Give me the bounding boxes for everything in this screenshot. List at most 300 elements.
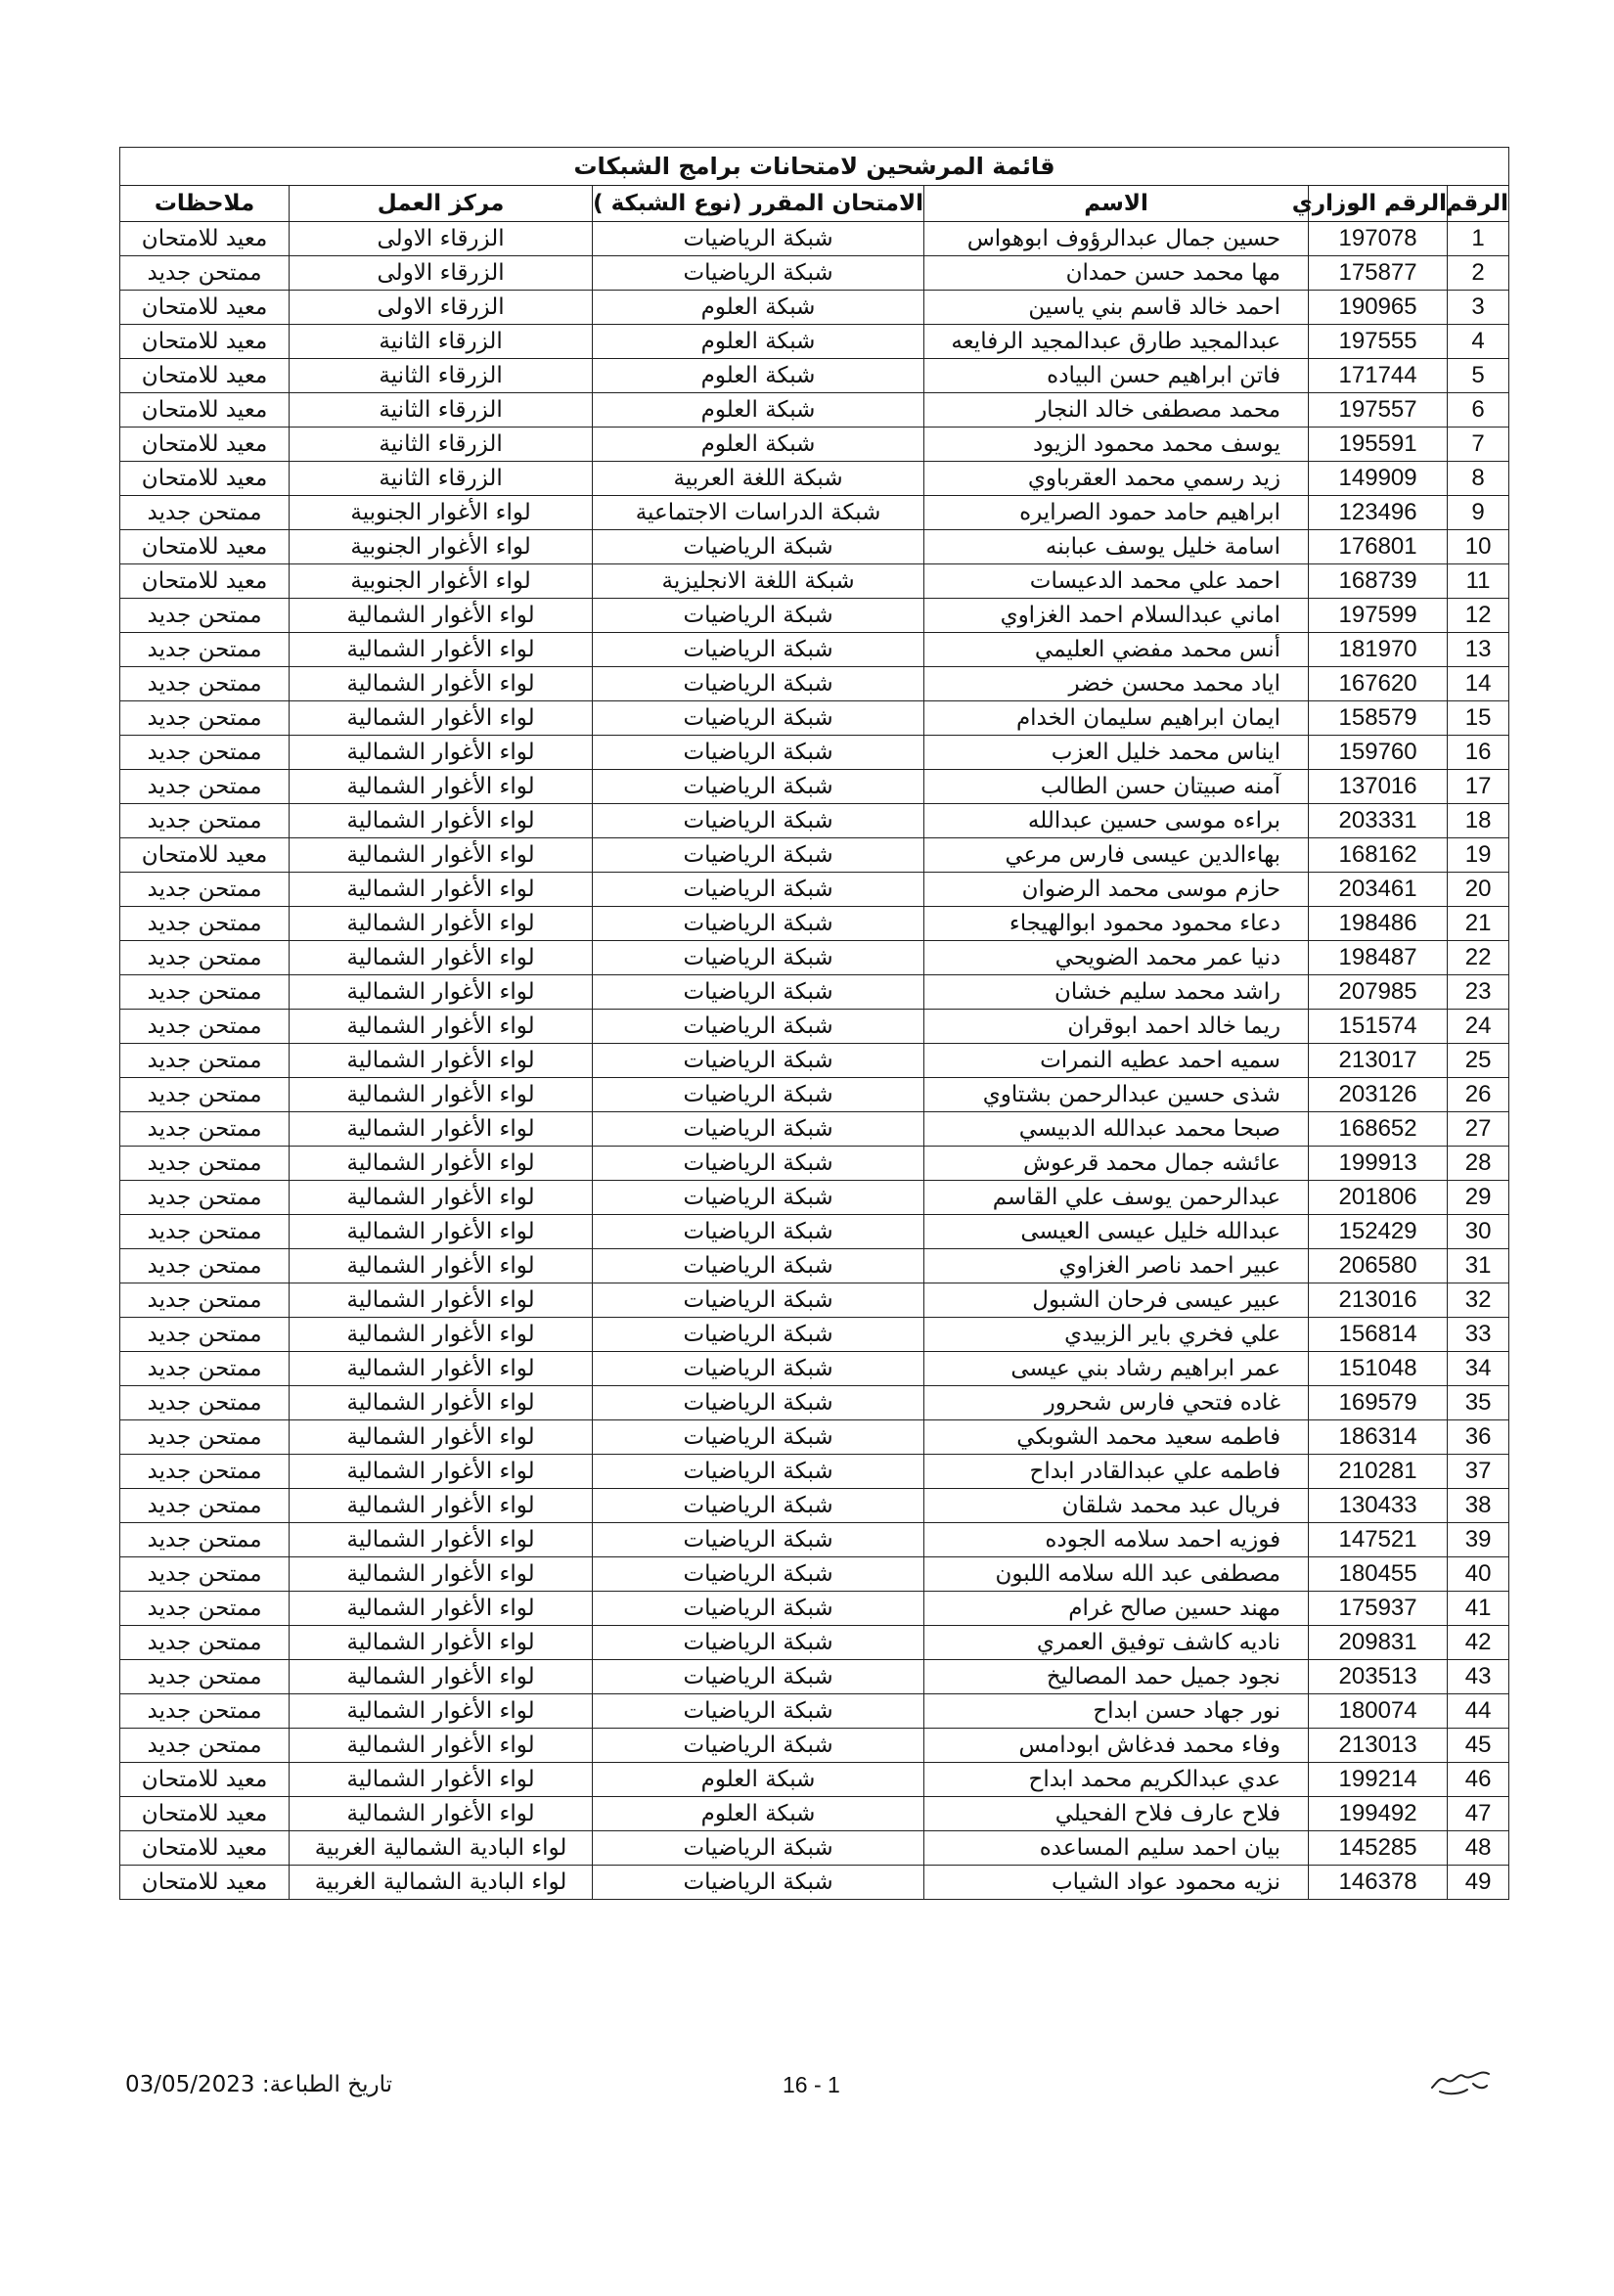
table-row (120, 1010, 1509, 1044)
notes: ممتحن جديد (120, 975, 290, 1010)
workplace: لواء الأغوار الشمالية (290, 838, 593, 873)
table-row (120, 1249, 1509, 1283)
ministry-id: 197555 (1309, 325, 1448, 359)
workplace: لواء الأغوار الشمالية (290, 599, 593, 633)
candidate-name: فوزيه احمد سلامه الجوده (924, 1523, 1309, 1557)
assigned-exam: شبكة الرياضيات (593, 770, 924, 804)
row-index: 26 (1448, 1078, 1509, 1112)
assigned-exam: شبكة الرياضيات (593, 804, 924, 838)
ministry-id: 197078 (1309, 222, 1448, 256)
table-row (120, 496, 1509, 530)
notes: ممتحن جديد (120, 1283, 290, 1318)
candidate-name: آمنه صبيتان حسن الطالب (924, 770, 1309, 804)
candidate-name: اماني عبدالسلام احمد الغزاوي (924, 599, 1309, 633)
candidate-name: ريما خالد احمد ابوقران (924, 1010, 1309, 1044)
ministry-id: 207985 (1309, 975, 1448, 1010)
notes: ممتحن جديد (120, 1147, 290, 1181)
row-index: 49 (1448, 1866, 1509, 1900)
table-row (120, 1318, 1509, 1352)
notes: ممتحن جديد (120, 256, 290, 291)
table-row (120, 1420, 1509, 1455)
assigned-exam: شبكة الرياضيات (593, 1010, 924, 1044)
assigned-exam: شبكة الرياضيات (593, 1181, 924, 1215)
workplace: لواء الأغوار الشمالية (290, 1694, 593, 1729)
workplace: لواء الأغوار الجنوبية (290, 564, 593, 599)
ministry-id: 149909 (1309, 462, 1448, 496)
workplace: لواء الأغوار الشمالية (290, 941, 593, 975)
row-index: 21 (1448, 907, 1509, 941)
notes: معيد للامتحان (120, 564, 290, 599)
row-index: 3 (1448, 291, 1509, 325)
assigned-exam: شبكة العلوم (593, 428, 924, 462)
ministry-id: 213013 (1309, 1729, 1448, 1763)
candidate-name: عمر ابراهيم رشاد بني عيسى (924, 1352, 1309, 1386)
ministry-id: 197557 (1309, 393, 1448, 428)
ministry-id: 180455 (1309, 1557, 1448, 1592)
assigned-exam: شبكة العلوم (593, 359, 924, 393)
assigned-exam: شبكة اللغة العربية (593, 462, 924, 496)
assigned-exam: شبكة الرياضيات (593, 1420, 924, 1455)
table-row (120, 1489, 1509, 1523)
row-index: 13 (1448, 633, 1509, 667)
assigned-exam: شبكة الرياضيات (593, 1283, 924, 1318)
notes: ممتحن جديد (120, 1557, 290, 1592)
candidate-name: احمد علي محمد الدعيسات (924, 564, 1309, 599)
col-index-header: الرقم (1448, 186, 1509, 222)
table-row (120, 804, 1509, 838)
row-index: 14 (1448, 667, 1509, 701)
table-row (120, 1626, 1509, 1660)
workplace: لواء الأغوار الشمالية (290, 1147, 593, 1181)
notes: معيد للامتحان (120, 1797, 290, 1831)
notes: ممتحن جديد (120, 1523, 290, 1557)
assigned-exam: شبكة الرياضيات (593, 1523, 924, 1557)
ministry-id: 181970 (1309, 633, 1448, 667)
candidate-name: نور جهاد حسن ابداح (924, 1694, 1309, 1729)
ministry-id: 199492 (1309, 1797, 1448, 1831)
candidate-name: راشد محمد سليم خشان (924, 975, 1309, 1010)
row-index: 8 (1448, 462, 1509, 496)
table-row (120, 1592, 1509, 1626)
ministry-id: 198487 (1309, 941, 1448, 975)
notes: معيد للامتحان (120, 1866, 290, 1900)
table-row (120, 1078, 1509, 1112)
notes: ممتحن جديد (120, 667, 290, 701)
notes: ممتحن جديد (120, 1044, 290, 1078)
row-index: 42 (1448, 1626, 1509, 1660)
notes: ممتحن جديد (120, 804, 290, 838)
workplace: لواء الأغوار الشمالية (290, 1215, 593, 1249)
workplace: الزرقاء الاولى (290, 222, 593, 256)
workplace: لواء الأغوار الشمالية (290, 1763, 593, 1797)
assigned-exam: شبكة الرياضيات (593, 1729, 924, 1763)
workplace: لواء الأغوار الشمالية (290, 1283, 593, 1318)
workplace: لواء الأغوار الشمالية (290, 1729, 593, 1763)
assigned-exam: شبكة الرياضيات (593, 1455, 924, 1489)
workplace: لواء البادية الشمالية الغربية (290, 1831, 593, 1866)
workplace: لواء الأغوار الشمالية (290, 701, 593, 736)
row-index: 25 (1448, 1044, 1509, 1078)
row-index: 9 (1448, 496, 1509, 530)
candidate-name: حسين جمال عبدالرؤوف ابوهواس (924, 222, 1309, 256)
row-index: 19 (1448, 838, 1509, 873)
candidate-name: عبدالرحمن يوسف علي القاسم (924, 1181, 1309, 1215)
workplace: الزرقاء الثانية (290, 393, 593, 428)
row-index: 10 (1448, 530, 1509, 564)
candidate-name: عائشه جمال محمد قرعوش (924, 1147, 1309, 1181)
candidate-name: علي فخري باير الزبيدي (924, 1318, 1309, 1352)
row-index: 32 (1448, 1283, 1509, 1318)
assigned-exam: شبكة الرياضيات (593, 701, 924, 736)
candidate-name: براءه موسى حسين عبدالله (924, 804, 1309, 838)
notes: ممتحن جديد (120, 599, 290, 633)
handwritten-signature (1428, 2064, 1497, 2103)
ministry-id: 198486 (1309, 907, 1448, 941)
table-row (120, 1044, 1509, 1078)
candidate-name: عبدالمجيد طارق عبدالمجيد الرفايعه (924, 325, 1309, 359)
ministry-id: 158579 (1309, 701, 1448, 736)
candidate-name: أنس محمد مفضي العليمي (924, 633, 1309, 667)
workplace: لواء الأغوار الجنوبية (290, 530, 593, 564)
table-row (120, 838, 1509, 873)
notes: ممتحن جديد (120, 701, 290, 736)
candidate-name: محمد مصطفى خالد النجار (924, 393, 1309, 428)
row-index: 36 (1448, 1420, 1509, 1455)
workplace: لواء الأغوار الشمالية (290, 1626, 593, 1660)
candidate-name: نزيه محمود عواد الشياب (924, 1866, 1309, 1900)
assigned-exam: شبكة الرياضيات (593, 873, 924, 907)
assigned-exam: شبكة الرياضيات (593, 256, 924, 291)
notes: معيد للامتحان (120, 393, 290, 428)
candidate-name: اسامة خليل يوسف عبابنه (924, 530, 1309, 564)
candidate-name: بيان احمد سليم المساعده (924, 1831, 1309, 1866)
table-row (120, 907, 1509, 941)
candidate-name: احمد خالد قاسم بني ياسين (924, 291, 1309, 325)
table-row (120, 1763, 1509, 1797)
ministry-id: 169579 (1309, 1386, 1448, 1420)
ministry-id: 175937 (1309, 1592, 1448, 1626)
ministry-id: 190965 (1309, 291, 1448, 325)
candidate-name: دنيا عمر محمد الضويحي (924, 941, 1309, 975)
candidate-name: فاطمه سعيد محمد الشوبكي (924, 1420, 1309, 1455)
row-index: 35 (1448, 1386, 1509, 1420)
ministry-id: 206580 (1309, 1249, 1448, 1283)
candidate-name: فاطمه علي عبدالقادر ابداح (924, 1455, 1309, 1489)
candidate-name: ايمان ابراهيم سليمان الخدام (924, 701, 1309, 736)
workplace: لواء الأغوار الشمالية (290, 1592, 593, 1626)
table-row (120, 770, 1509, 804)
table-row (120, 1694, 1509, 1729)
workplace: لواء الأغوار الشمالية (290, 1181, 593, 1215)
assigned-exam: شبكة الرياضيات (593, 941, 924, 975)
row-index: 12 (1448, 599, 1509, 633)
table-row (120, 1147, 1509, 1181)
row-index: 24 (1448, 1010, 1509, 1044)
assigned-exam: شبكة الرياضيات (593, 1557, 924, 1592)
assigned-exam: شبكة الرياضيات (593, 633, 924, 667)
notes: ممتحن جديد (120, 736, 290, 770)
candidate-name: فاتن ابراهيم حسن البياده (924, 359, 1309, 393)
workplace: لواء الأغوار الجنوبية (290, 496, 593, 530)
table-row (120, 975, 1509, 1010)
candidate-name: بهاءالدين عيسى فارس مرعي (924, 838, 1309, 873)
ministry-id: 186314 (1309, 1420, 1448, 1455)
table-row (120, 256, 1509, 291)
assigned-exam: شبكة الرياضيات (593, 1147, 924, 1181)
row-index: 44 (1448, 1694, 1509, 1729)
workplace: لواء الأغوار الشمالية (290, 1010, 593, 1044)
notes: ممتحن جديد (120, 1489, 290, 1523)
candidates-table (119, 147, 1509, 1900)
table-row (120, 1181, 1509, 1215)
row-index: 46 (1448, 1763, 1509, 1797)
assigned-exam: شبكة الرياضيات (593, 1386, 924, 1420)
row-index: 7 (1448, 428, 1509, 462)
ministry-id: 209831 (1309, 1626, 1448, 1660)
ministry-id: 167620 (1309, 667, 1448, 701)
notes: معيد للامتحان (120, 222, 290, 256)
candidate-name: زيد رسمي محمد العقرباوي (924, 462, 1309, 496)
row-index: 33 (1448, 1318, 1509, 1352)
notes: معيد للامتحان (120, 325, 290, 359)
candidate-name: شذى حسين عبدالرحمن بشتاوي (924, 1078, 1309, 1112)
candidate-name: ابراهيم حامد حمود الصرايره (924, 496, 1309, 530)
ministry-id: 130433 (1309, 1489, 1448, 1523)
workplace: الزرقاء الثانية (290, 428, 593, 462)
assigned-exam: شبكة الرياضيات (593, 907, 924, 941)
candidate-name: فريال عبد محمد شلقان (924, 1489, 1309, 1523)
candidate-name: مها محمد حسن حمدان (924, 256, 1309, 291)
assigned-exam: شبكة الرياضيات (593, 1078, 924, 1112)
ministry-id: 195591 (1309, 428, 1448, 462)
notes: ممتحن جديد (120, 1078, 290, 1112)
notes: ممتحن جديد (120, 1455, 290, 1489)
ministry-id: 147521 (1309, 1523, 1448, 1557)
table-row (120, 462, 1509, 496)
notes: ممتحن جديد (120, 1181, 290, 1215)
workplace: لواء الأغوار الشمالية (290, 1523, 593, 1557)
table-row (120, 736, 1509, 770)
row-index: 5 (1448, 359, 1509, 393)
assigned-exam: شبكة الرياضيات (593, 1249, 924, 1283)
ministry-id: 152429 (1309, 1215, 1448, 1249)
table-row (120, 1283, 1509, 1318)
row-index: 29 (1448, 1181, 1509, 1215)
assigned-exam: شبكة العلوم (593, 325, 924, 359)
ministry-id: 203126 (1309, 1078, 1448, 1112)
workplace: لواء الأغوار الشمالية (290, 804, 593, 838)
notes: ممتحن جديد (120, 770, 290, 804)
table-row (120, 1386, 1509, 1420)
table-row (120, 701, 1509, 736)
workplace: لواء الأغوار الشمالية (290, 873, 593, 907)
row-index: 30 (1448, 1215, 1509, 1249)
notes: معيد للامتحان (120, 838, 290, 873)
table-row (120, 1866, 1509, 1900)
candidate-name: عبير احمد ناصر الغزاوي (924, 1249, 1309, 1283)
notes: ممتحن جديد (120, 873, 290, 907)
table-row (120, 530, 1509, 564)
table-row (120, 325, 1509, 359)
col-exam-header: الامتحان المقرر (نوع الشبكة ) (593, 186, 924, 222)
notes: معيد للامتحان (120, 530, 290, 564)
candidate-name: حازم موسى محمد الرضوان (924, 873, 1309, 907)
row-index: 43 (1448, 1660, 1509, 1694)
row-index: 23 (1448, 975, 1509, 1010)
notes: ممتحن جديد (120, 1592, 290, 1626)
workplace: لواء الأغوار الشمالية (290, 1078, 593, 1112)
workplace: الزرقاء الثانية (290, 325, 593, 359)
candidate-name: عبدالله خليل عيسى العيسى (924, 1215, 1309, 1249)
ministry-id: 210281 (1309, 1455, 1448, 1489)
assigned-exam: شبكة الرياضيات (593, 222, 924, 256)
assigned-exam: شبكة العلوم (593, 291, 924, 325)
assigned-exam: شبكة الرياضيات (593, 667, 924, 701)
ministry-id: 203461 (1309, 873, 1448, 907)
workplace: لواء البادية الشمالية الغربية (290, 1866, 593, 1900)
table-row (120, 1523, 1509, 1557)
notes: ممتحن جديد (120, 941, 290, 975)
table-row (120, 1352, 1509, 1386)
row-index: 15 (1448, 701, 1509, 736)
row-index: 38 (1448, 1489, 1509, 1523)
notes: ممتحن جديد (120, 1660, 290, 1694)
workplace: لواء الأغوار الشمالية (290, 1352, 593, 1386)
ministry-id: 137016 (1309, 770, 1448, 804)
assigned-exam: شبكة الرياضيات (593, 1660, 924, 1694)
row-index: 47 (1448, 1797, 1509, 1831)
workplace: لواء الأغوار الشمالية (290, 633, 593, 667)
workplace: لواء الأغوار الشمالية (290, 1318, 593, 1352)
table-row (120, 873, 1509, 907)
ministry-id: 176801 (1309, 530, 1448, 564)
assigned-exam: شبكة الرياضيات (593, 599, 924, 633)
ministry-id: 201806 (1309, 1181, 1448, 1215)
notes: ممتحن جديد (120, 1112, 290, 1147)
row-index: 34 (1448, 1352, 1509, 1386)
table-title: قائمة المرشحين لامتحانات برامج الشبكات (120, 148, 1509, 186)
candidate-name: دعاء محمود محمود ابوالهيجاء (924, 907, 1309, 941)
workplace: لواء الأغوار الشمالية (290, 907, 593, 941)
candidate-name: وفاء محمد فدغاش ابودامس (924, 1729, 1309, 1763)
notes: ممتحن جديد (120, 633, 290, 667)
row-index: 20 (1448, 873, 1509, 907)
notes: ممتحن جديد (120, 1010, 290, 1044)
row-index: 16 (1448, 736, 1509, 770)
notes: ممتحن جديد (120, 496, 290, 530)
ministry-id: 159760 (1309, 736, 1448, 770)
table-row (120, 1557, 1509, 1592)
assigned-exam: شبكة اللغة الانجليزية (593, 564, 924, 599)
table-row (120, 1215, 1509, 1249)
notes: ممتحن جديد (120, 1215, 290, 1249)
assigned-exam: شبكة الرياضيات (593, 1044, 924, 1078)
col-workplace-header: مركز العمل (290, 186, 593, 222)
row-index: 4 (1448, 325, 1509, 359)
workplace: الزرقاء الثانية (290, 462, 593, 496)
notes: معيد للامتحان (120, 1763, 290, 1797)
assigned-exam: شبكة العلوم (593, 393, 924, 428)
assigned-exam: شبكة الرياضيات (593, 1831, 924, 1866)
page-number: 16 - 1 (783, 2072, 840, 2097)
ministry-id: 168739 (1309, 564, 1448, 599)
notes: معيد للامتحان (120, 291, 290, 325)
assigned-exam: شبكة الرياضيات (593, 1318, 924, 1352)
table-row (120, 1729, 1509, 1763)
table-row (120, 1831, 1509, 1866)
assigned-exam: شبكة الدراسات الاجتماعية (593, 496, 924, 530)
row-index: 39 (1448, 1523, 1509, 1557)
row-index: 6 (1448, 393, 1509, 428)
table-body (120, 222, 1509, 1900)
row-index: 17 (1448, 770, 1509, 804)
row-index: 1 (1448, 222, 1509, 256)
ministry-id: 168162 (1309, 838, 1448, 873)
candidates-sheet (119, 147, 1508, 1900)
notes: ممتحن جديد (120, 1420, 290, 1455)
notes: ممتحن جديد (120, 1318, 290, 1352)
assigned-exam: شبكة الرياضيات (593, 1694, 924, 1729)
ministry-id: 213016 (1309, 1283, 1448, 1318)
row-index: 37 (1448, 1455, 1509, 1489)
notes: معيد للامتحان (120, 462, 290, 496)
row-index: 27 (1448, 1112, 1509, 1147)
workplace: الزرقاء الاولى (290, 291, 593, 325)
col-notes-header: ملاحظات (120, 186, 290, 222)
ministry-id: 175877 (1309, 256, 1448, 291)
candidate-name: غاده فتحي فارس شحرور (924, 1386, 1309, 1420)
row-index: 22 (1448, 941, 1509, 975)
row-index: 31 (1448, 1249, 1509, 1283)
ministry-id: 146378 (1309, 1866, 1448, 1900)
ministry-id: 171744 (1309, 359, 1448, 393)
assigned-exam: شبكة الرياضيات (593, 1215, 924, 1249)
notes: معيد للامتحان (120, 1831, 290, 1866)
table-header-row (120, 186, 1509, 222)
row-index: 41 (1448, 1592, 1509, 1626)
notes: معيد للامتحان (120, 359, 290, 393)
candidate-name: مصطفى عبد الله سلامه اللبون (924, 1557, 1309, 1592)
notes: ممتحن جديد (120, 1249, 290, 1283)
table-row (120, 599, 1509, 633)
ministry-id: 156814 (1309, 1318, 1448, 1352)
workplace: لواء الأغوار الشمالية (290, 1249, 593, 1283)
table-row (120, 1455, 1509, 1489)
ministry-id: 145285 (1309, 1831, 1448, 1866)
ministry-id: 213017 (1309, 1044, 1448, 1078)
candidate-name: يوسف محمد محمود الزيود (924, 428, 1309, 462)
workplace: لواء الأغوار الشمالية (290, 1557, 593, 1592)
workplace: لواء الأغوار الشمالية (290, 975, 593, 1010)
ministry-id: 203331 (1309, 804, 1448, 838)
table-row (120, 667, 1509, 701)
table-row (120, 222, 1509, 256)
row-index: 2 (1448, 256, 1509, 291)
table-row (120, 359, 1509, 393)
workplace: لواء الأغوار الشمالية (290, 1797, 593, 1831)
table-row (120, 941, 1509, 975)
notes: ممتحن جديد (120, 1626, 290, 1660)
assigned-exam: شبكة العلوم (593, 1797, 924, 1831)
ministry-id: 151048 (1309, 1352, 1448, 1386)
workplace: لواء الأغوار الشمالية (290, 1044, 593, 1078)
table-row (120, 1797, 1509, 1831)
workplace: لواء الأغوار الشمالية (290, 667, 593, 701)
notes: ممتحن جديد (120, 907, 290, 941)
ministry-id: 199214 (1309, 1763, 1448, 1797)
candidate-name: عدي عبدالكريم محمد ابداح (924, 1763, 1309, 1797)
candidate-name: عبير عيسى فرحان الشبول (924, 1283, 1309, 1318)
